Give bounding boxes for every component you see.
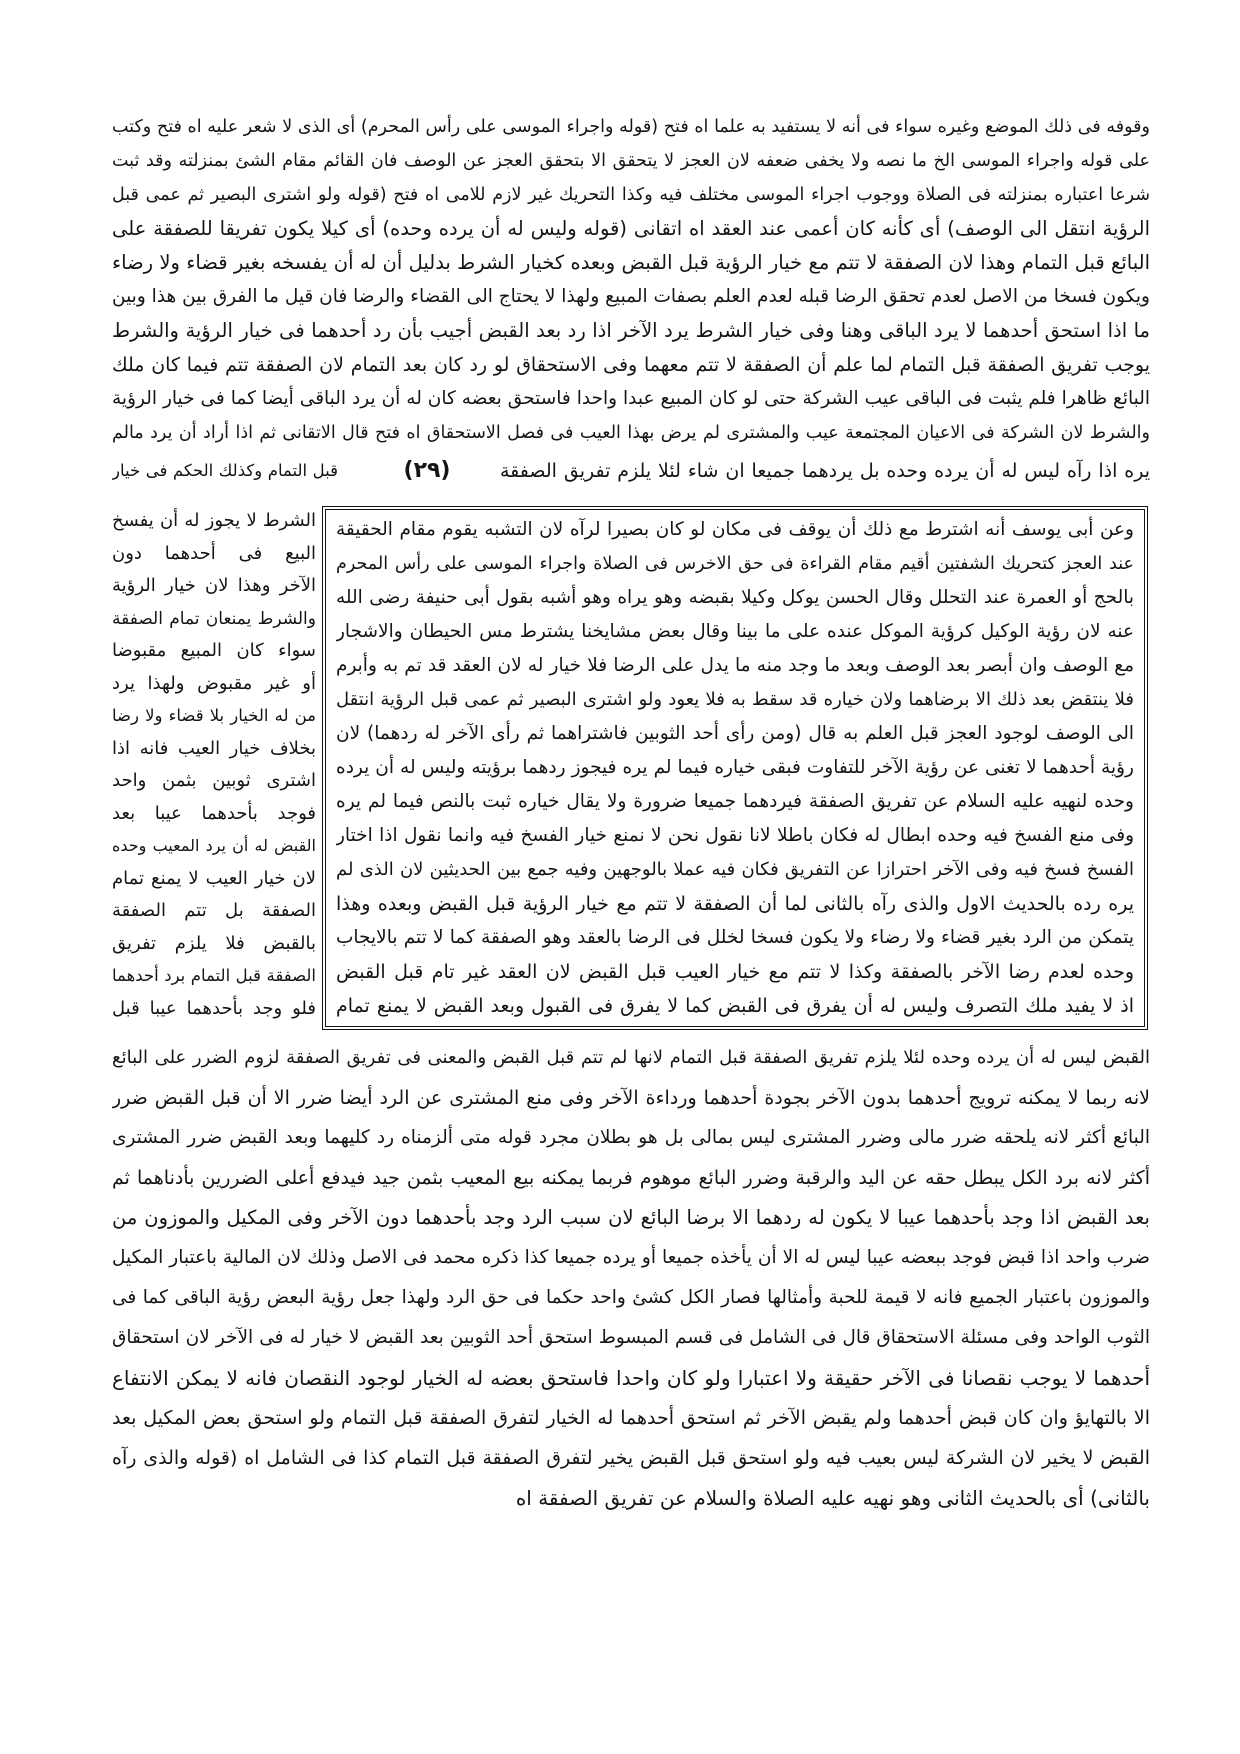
main-text-line: وفى منع الفسخ فيه وحده ابطال له فكان باطلا لانا نقول نحن لا نمنع خيار الفسخ فيه وانما نقول اذا اختار: [336, 825, 1134, 846]
main-text-line: الى الوصف لوجود العجز قبل العلم به قال (ومن رأى أحد الثوبين فاشتراهما ثم رأى الآخر له ردهما) لان: [336, 723, 1134, 744]
commentary-line: يوجب تفريق الصفقة قبل التمام لما علم أن الصفقة لا تتم معهما وفى الاستحقاق لو رد كان بعد التمام لان الصفقة تتم فيما كان ملك: [112, 354, 1150, 376]
commentary-line: وقوفه فى ذلك الموضع وغيره سواء فى أنه لا يستفيد به علما اه فتح (قوله واجراء الموسى على رأس المحرم) أى الذى لا شعر عليه اه فتح وكتب: [112, 117, 1150, 137]
commentary-line: أحدهما لا يوجب نقصانا فى الآخر حقيقة ولا اعتبارا ولو كان واحدا فاستحق بعضه له الخيار لوجود النقصان فانه لا يمكن الانتفاع: [112, 1366, 1150, 1390]
main-text-line: مع الوصف وان أبصر بعد الوصف وبعد ما وجد منه ما يدل على الرضا فلا خيار له لان العقد قد تم به وأبرم: [336, 655, 1134, 676]
page-number: (٢٩): [403, 458, 451, 483]
side-commentary-line: بخلاف خيار العيب فانه اذا: [112, 737, 316, 759]
commentary-line: ضرب واحد اذا قبض فوجد ببعضه عيبا ليس له الا أن يأخذه جميعا أو يرده جميعا كذا ذكره محمد فى الاصل وذلك لان المالية باعتبار المكيل: [112, 1247, 1150, 1268]
commentary-line: الا بالتهايؤ وان كان قبض أحدهما ولم يقبض الآخر ثم استحق أحدهما له الخيار لتفرق الصفقة قبل التمام ولو استحق بعض المكيل بعد: [112, 1407, 1150, 1429]
commentary-line: البائع ظاهرا فلم يثبت فى الباقى عيب الشركة حتى لو كان المبيع عبدا واحدا فاستحق بعضه كان له أن يرد الباقى أيضا كما فى خيار الرؤية: [112, 388, 1150, 409]
main-text-line: عند العجز كتحريك الشفتين أقيم مقام القراءة فى حق الاخرس فى الصلاة واجراء الموسى على رأس المحرم: [336, 554, 1134, 574]
main-text-line: وحده لعدم رضا الآخر بالصفقة وكذا لا تتم مع خيار العيب قبل القبض لان العقد غير تام قبل القبض: [336, 961, 1134, 983]
commentary-line: ما اذا استحق أحدهما لا يرد الباقى وهنا وفى خيار الشرط يرد الآخر اذا رد بعد القبض أجيب بأن رد أحدهما فى خيار الرؤية والشرط: [112, 319, 1150, 342]
side-commentary-line: الآخر وهذا لان خيار الرؤية: [112, 575, 316, 596]
side-commentary-line: من له الخيار بلا قضاء ولا رضا: [112, 706, 316, 725]
bottom-commentary: [112, 1038, 1150, 1518]
side-commentary-line: والشرط يمنعان تمام الصفقة: [112, 608, 316, 629]
commentary-line: لانه ربما لا يمكنه ترويج أحدهما بدون الآخر بجودة أحدهما ورداءة الآخر وفى منع المشترى عن الرد أيضا ضرر الا أن قبل القبض ضرر: [112, 1087, 1150, 1109]
main-text-frame: [322, 506, 1148, 1030]
side-commentary-line: سواء كان المبيع مقبوضا: [112, 640, 316, 661]
main-text-line: رؤية أحدهما لا تغنى عن رؤية الآخر للتفاوت فبقى خياره فيما لم يره فيجوز ردهما برؤيته وليس له أن يرده: [336, 757, 1134, 778]
page-number-row: [112, 452, 1150, 490]
main-text-line: يتمكن من الرد بغير قضاء ولا رضاء ولا يكون فسخا لخلل فى الرضا بالعقد وهو الصفقة كما لا تتم بالايجاب: [336, 927, 1134, 948]
commentary-line: الثوب الواحد وفى مسئلة الاستحقاق قال فى الشامل فى قسم المبسوط استحق أحد الثوبين بعد القبض لا خيار له فى الآخر لان استحقاق: [112, 1327, 1150, 1348]
side-commentary: [112, 505, 316, 1025]
commentary-line: الرؤية انتقل الى الوصف) أى كأنه كان أعمى عند العقد اه اتقانى (قوله وليس له أن يرده وحده) أى كيلا يكون تفريقا للصفقة على: [112, 217, 1150, 240]
main-text-line: وعن أبى يوسف أنه اشترط مع ذلك أن يوقف فى مكان لو كان بصيرا لرآه لان التشبه يقوم مقام الحقيقة: [336, 519, 1134, 540]
side-commentary-line: لان خيار العيب لا يمنع تمام: [112, 867, 316, 889]
side-commentary-line: فلو وجد بأحدهما عيبا قبل: [112, 997, 316, 1019]
side-commentary-line: الشرط لا يجوز له أن يفسخ: [112, 510, 316, 531]
commentary-line: القبض ليس له أن يرده وحده لئلا يلزم تفريق الصفقة قبل التمام لانها لم تتم قبل القبض والمعنى فى تفريق الصفقة لزوم الضرر على البائع: [112, 1047, 1150, 1068]
main-text-line: بالحج أو العمرة عند التحلل وقال الحسن يوكل وكيلا بقبضه وهو يراه وهو أشبه بقول أبى حنيفة رضى الله: [336, 587, 1134, 608]
side-commentary-line: أو غير مقبوض ولهذا يرد: [112, 672, 316, 694]
main-text-line: عنه لان رؤية الوكيل كرؤية الموكل عنده على ما بينا وقال بعض مشايخنا يشترط مس الحيطان والاشجار: [336, 621, 1134, 642]
side-commentary-line: فوجد بأحدهما عيبا بعد: [112, 802, 316, 824]
commentary-line: البائع أكثر لانه يلحقه ضرر مالى وضرر المشترى ليس بمالى بل هو بطلان مجرد قوله متى ألزمناه رد كليهما وبعد القبض ضرر المشترى: [112, 1127, 1150, 1148]
main-text-line: فلا ينتقض بعد ذلك الا برضاهما ولان خياره قد سقط به فلا يعود ولو اشترى البصير ثم عمى قبل الرؤية انتقل: [336, 689, 1134, 710]
side-commentary-line: بالقبض فلا يلزم تفريق: [112, 932, 316, 954]
side-commentary-line: القبض له أن يرد المعيب وحده: [112, 836, 316, 855]
top-commentary: [112, 110, 1150, 450]
commentary-line: شرعا اعتباره بمنزلته فى الصلاة ووجوب اجراء الموسى مختلف فيه وكذا التحريك غير لازم للامى اه فتح (قوله ولو اشترى البصير ثم عمى قبل: [112, 185, 1150, 205]
commentary-line: والموزون باعتبار الجميع فانه لا قيمة للحبة وأمثالها فصار الكل كشئ واحد حكما فى حق الرد ولهذا جعل رؤية البعض رؤية الباقى كما فى: [112, 1287, 1150, 1308]
commentary-line: ويكون فسخا من الاصل لعدم تحقق الرضا قبله لعدم العلم بصفات المبيع ولهذا لا يحتاج الى القضاء والرضا فان قيل ما الفرق بين هذا وبين: [112, 286, 1150, 307]
commentary-line: بعد القبض اذا وجد بأحدهما عيبا لا يكون له ردهما الا برضا البائع لان سبب الرد وجد بأحدهما دون الآخر وفى المكيل والموزون من: [112, 1206, 1150, 1229]
commentary-line: قبل التمام وكذلك الحكم فى خيار: [112, 461, 338, 480]
commentary-line: أكثر لانه برد الكل يبطل حقه عن اليد والرقبة وضرر البائع موهوم فربما يمكنه بيع المعيب بثمن جيد فيدفع أعلى الضررين بأدناهما ثم: [112, 1167, 1150, 1189]
side-commentary-line: الصفقة بل تتم الصفقة: [112, 900, 316, 921]
commentary-line: والشرط لان الشركة فى الاعيان المجتمعة عيب والمشترى لم يرض بهذا العيب فى فصل الاستحقاق اه فتح قال الاتقانى ثم اذا أراد أن يرد مالم: [112, 423, 1150, 443]
commentary-line: القبض لا يخير لان الشركة ليس بعيب فيه ولو استحق قبل القبض يخير لتفرق الصفقة قبل التمام كذا فى الشامل اه (قوله والذى رآه: [112, 1447, 1150, 1469]
side-commentary-line: الصفقة قبل التمام برد أحدهما: [112, 966, 316, 985]
main-text-line: اذ لا يفيد ملك التصرف وليس له أن يفرق فى القبض كما لا يفرق فى القبول وبعد القبض لا يمنع تمام: [336, 995, 1134, 1017]
commentary-line: البائع قبل التمام وهذا لان الصفقة لا تتم مع خيار الرؤية قبل القبض وبعده كخيار الشرط بدليل أن له أن يفسخه بغير قضاء ولا رضاء: [112, 251, 1150, 274]
side-commentary-line: البيع فى أحدهما دون: [112, 542, 316, 564]
commentary-line: بالثانى) أى بالحديث الثانى وهو نهيه عليه الصلاة والسلام عن تفريق الصفقة اه: [515, 1486, 1150, 1510]
side-commentary-line: اشترى ثوبين بثمن واحد: [112, 770, 316, 791]
main-text-line: يره رده بالحديث الاول والذى رآه بالثانى لما أن الصفقة لا تتم مع خيار الرؤية قبل القبض وبعده وهذا: [336, 893, 1134, 915]
commentary-line: على قوله واجراء الموسى الخ ما نصه ولا يخفى ضعفه لان العجز لا يتحقق الا بتحقق العجز عن الوصف فان القائم مقام الشئ بمنزلته وقد ثبت: [112, 151, 1150, 171]
main-text-line: الفسخ فسخ فيه وفى الآخر احترازا عن التفريق فكان فيه عملا بالوجهين وفيه جمع بين الحديثين لان الذى لم: [336, 859, 1134, 880]
main-text-line: وحده لنهيه عليه السلام عن تفريق الصفقة فيردهما جميعا ضرورة ولا يقال خياره ثبت بالنص فيما لم يره: [336, 791, 1134, 812]
commentary-line: يره اذا رآه ليس له أن يرده وحده بل يردهما جميعا ان شاء لئلا يلزم تفريق الصفقة: [500, 460, 1150, 482]
